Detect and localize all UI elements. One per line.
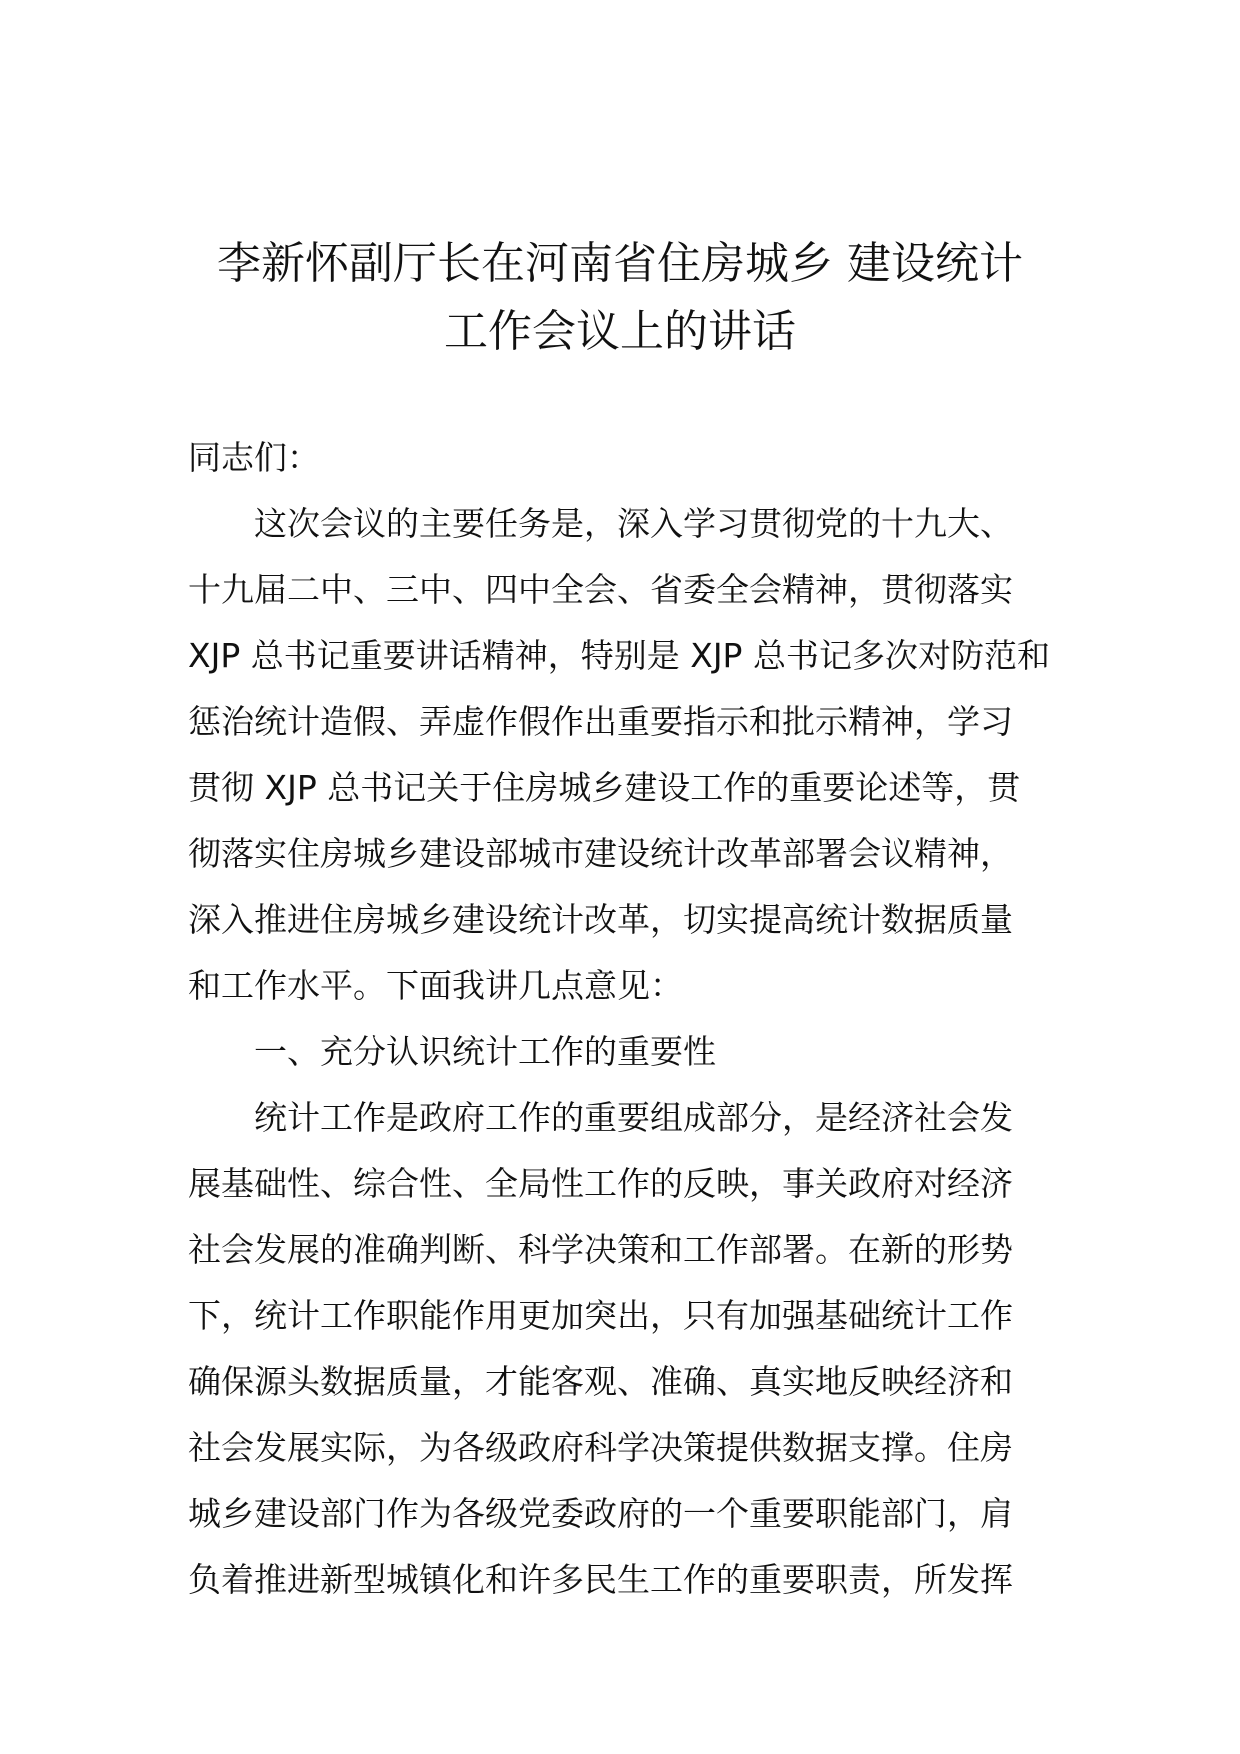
paragraph-line: 深入推进住房城乡建设统计改革，切实提高统计数据质量 [188,900,1013,939]
paragraph-line: 这次会议的主要任务是，深入学习贯彻党的十九大、 [254,504,1013,543]
paragraph-line: 彻落实住房城乡建设部城市建设统计改革部署会议精神， [188,834,1013,873]
salutation: 同志们： [188,438,320,477]
document-body [188,425,1058,1613]
title-line-2: 工作会议上的讲话 [444,306,796,357]
paragraph-line: 和工作水平。下面我讲几点意见： [188,966,683,1005]
document-title [150,230,1090,366]
paragraph-line: 贯彻 XJP 总书记关于住房城乡建设工作的重要论述等，贯 [188,768,1021,807]
paragraph-line: 惩治统计造假、弄虚作假作出重要指示和批示精神，学习 [188,702,1013,741]
paragraph-line: 社会发展实际，为各级政府科学决策提供数据支撑。住房 [188,1428,1013,1467]
paragraph-line: 负着推进新型城镇化和许多民生工作的重要职责，所发挥 [188,1560,1013,1599]
section-heading: 一、充分认识统计工作的重要性 [254,1032,716,1071]
paragraph-line: 统计工作是政府工作的重要组成部分，是经济社会发 [254,1098,1013,1137]
paragraph-line: 社会发展的准确判断、科学决策和工作部署。在新的形势 [188,1230,1013,1269]
paragraph-line: 城乡建设部门作为各级党委政府的一个重要职能部门，肩 [188,1494,1013,1533]
paragraph-line: 十九届二中、三中、四中全会、省委全会精神，贯彻落实 [188,570,1013,609]
paragraph-line: 下，统计工作职能作用更加突出，只有加强基础统计工作 [188,1296,1013,1335]
paragraph-line: 确保源头数据质量，才能客观、准确、真实地反映经济和 [188,1362,1013,1401]
paragraph-line: XJP 总书记重要讲话精神，特别是 XJP 总书记多次对防范和 [188,636,1050,675]
title-line-1: 李新怀副厅长在河南省住房城乡 建设统计 [217,238,1023,289]
paragraph-line: 展基础性、综合性、全局性工作的反映，事关政府对经济 [188,1164,1013,1203]
